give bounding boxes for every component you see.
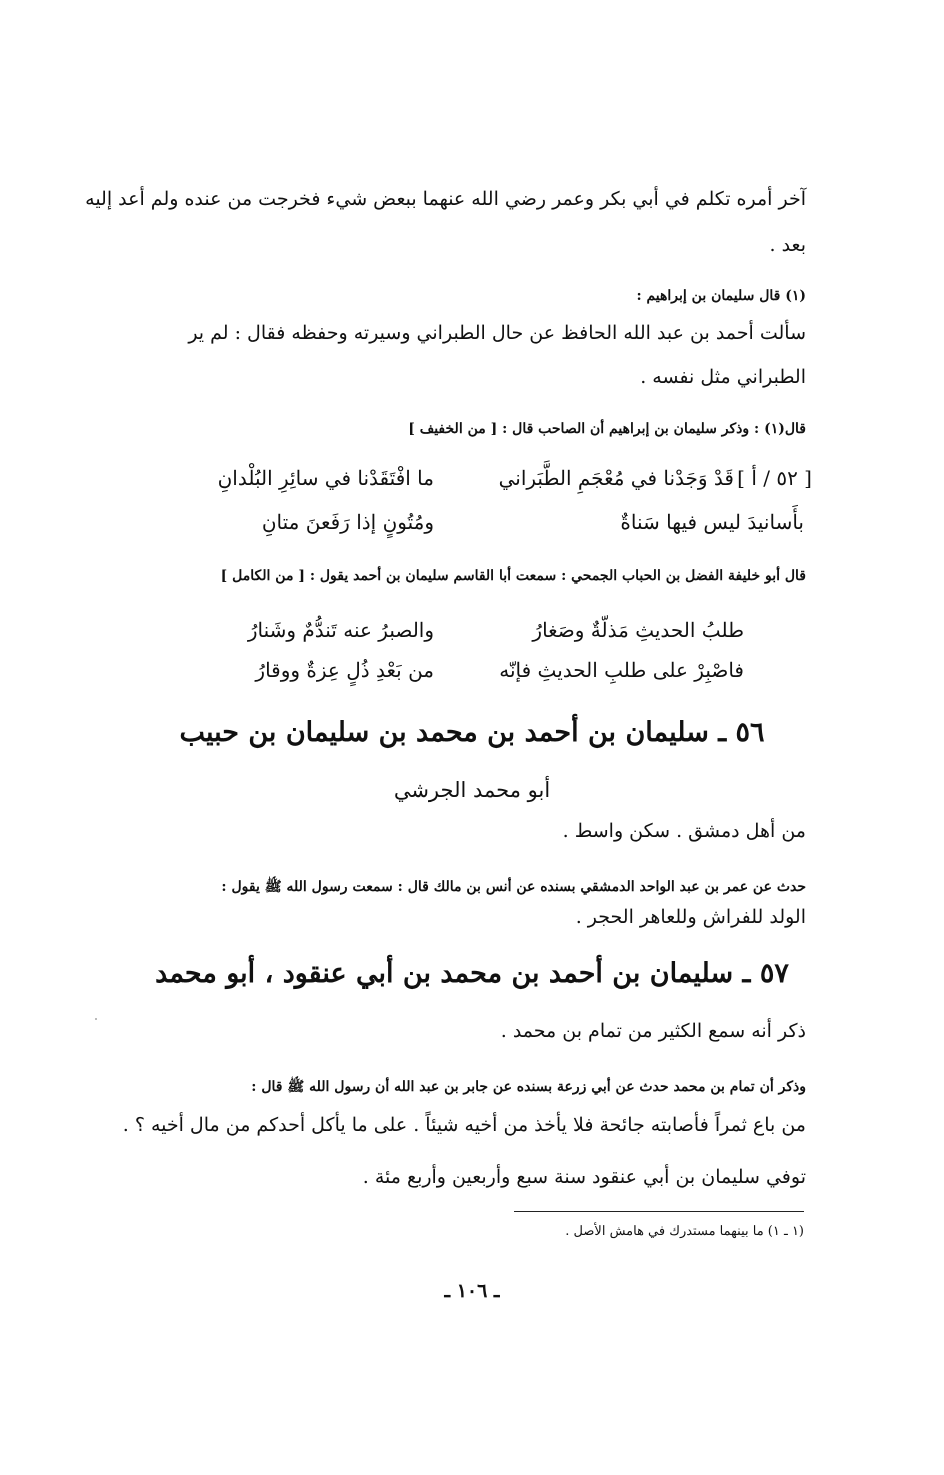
verse-hemistich: والصبرُ عنه تَندُّمٌ وشَنارُ [247, 618, 434, 642]
hadith-intro: حدث عن عمر بن عبد الواحد الدمشقي بسنده عن أنس بن مالك قال : سمعت رسول الله ﷺ يقول : [221, 879, 806, 895]
footnote-intro-line: (١) قال سليمان بن إبراهيم : [636, 288, 806, 304]
verse-hemistich: ما افْتَقَدْنا في سائِرِ البُلْدانِ [217, 466, 434, 490]
entry-heading: ٥٦ ـ سليمان بن أحمد بن محمد بن سليمان بن حبيب [179, 717, 765, 748]
poem-intro: قال أبو خليفة الفضل بن الحباب الجمحي : سمعت أبا القاسم سليمان بن أحمد يقول : [ من الكامل ] [220, 568, 806, 584]
footnote: (١ ـ ١) ما بينهما مستدرك في هامش الأصل . [565, 1224, 804, 1239]
verse-hemistich: ومُتُونٍ إذا رَفَعنَ متانِ [261, 510, 434, 534]
folio-reference: [ ٥٢ / أ ] [737, 466, 812, 490]
paragraph-line: من أهل دمشق . سكن واسط . [562, 820, 806, 842]
verse-hemistich: من بَعْدِ ذُلٍ عِزةٌ ووقارُ [255, 658, 434, 682]
paragraph-line: ذكر أنه سمع الكثير من تمام بن محمد . [500, 1020, 806, 1042]
page-number: ـ ١٠٦ ـ [444, 1280, 500, 1302]
paragraph-line: بعد . [769, 234, 806, 256]
hadith-text: الولد للفراش وللعاهر الحجر . [575, 906, 806, 928]
paragraph-line: آخر أمره تكلم في أبي بكر وعمر رضي الله عنهما ببعض شيء فخرجت من عنده ولم أعد إليه [85, 188, 806, 210]
poem-intro: قال(١) : وذكر سليمان بن إبراهيم أن الصاحب قال : [ من الخفيف ] [408, 421, 806, 437]
entry-heading: ٥٧ ـ سليمان بن أحمد بن محمد بن أبي عنقود ، أبو محمد [155, 958, 789, 989]
footnote-divider [514, 1211, 804, 1212]
hadith-intro: وذكر أن تمام بن محمد حدث عن أبي زرعة بسنده عن جابر بن عبد الله أن رسول الله ﷺ قال : [251, 1079, 806, 1095]
entry-kunya: أبو محمد الجرشي [393, 778, 551, 802]
paragraph-line: سألت أحمد بن عبد الله الحافظ عن حال الطبراني وسيرته وحفظه فقال : لم ير [188, 322, 806, 344]
verse-hemistich: طلبُ الحديثِ مَذلّةٌ وصَغارُ [532, 618, 744, 642]
verse-hemistich: بأَسانيدَ ليس فيها سَناةٌ [620, 510, 804, 534]
hadith-text: من باع ثمراً فأصابته جائحة فلا يأخذ من أخيه شيئاً . على ما يأكل أحدكم من مال أخيه ؟ . [122, 1114, 806, 1136]
verse-hemistich: فاصْبِرْ على طلبِ الحديثِ فإنّه [499, 658, 744, 682]
paragraph-line: الطبراني مثل نفسه . [640, 366, 806, 388]
scan-speck [95, 1018, 97, 1020]
paragraph-line: توفي سليمان بن أبي عنقود سنة سبع وأربعين وأربع مئة . [362, 1166, 806, 1188]
verse-hemistich: قَدْ وَجَدْنا في مُعْجَمِ الطَّبَراني [498, 466, 734, 490]
